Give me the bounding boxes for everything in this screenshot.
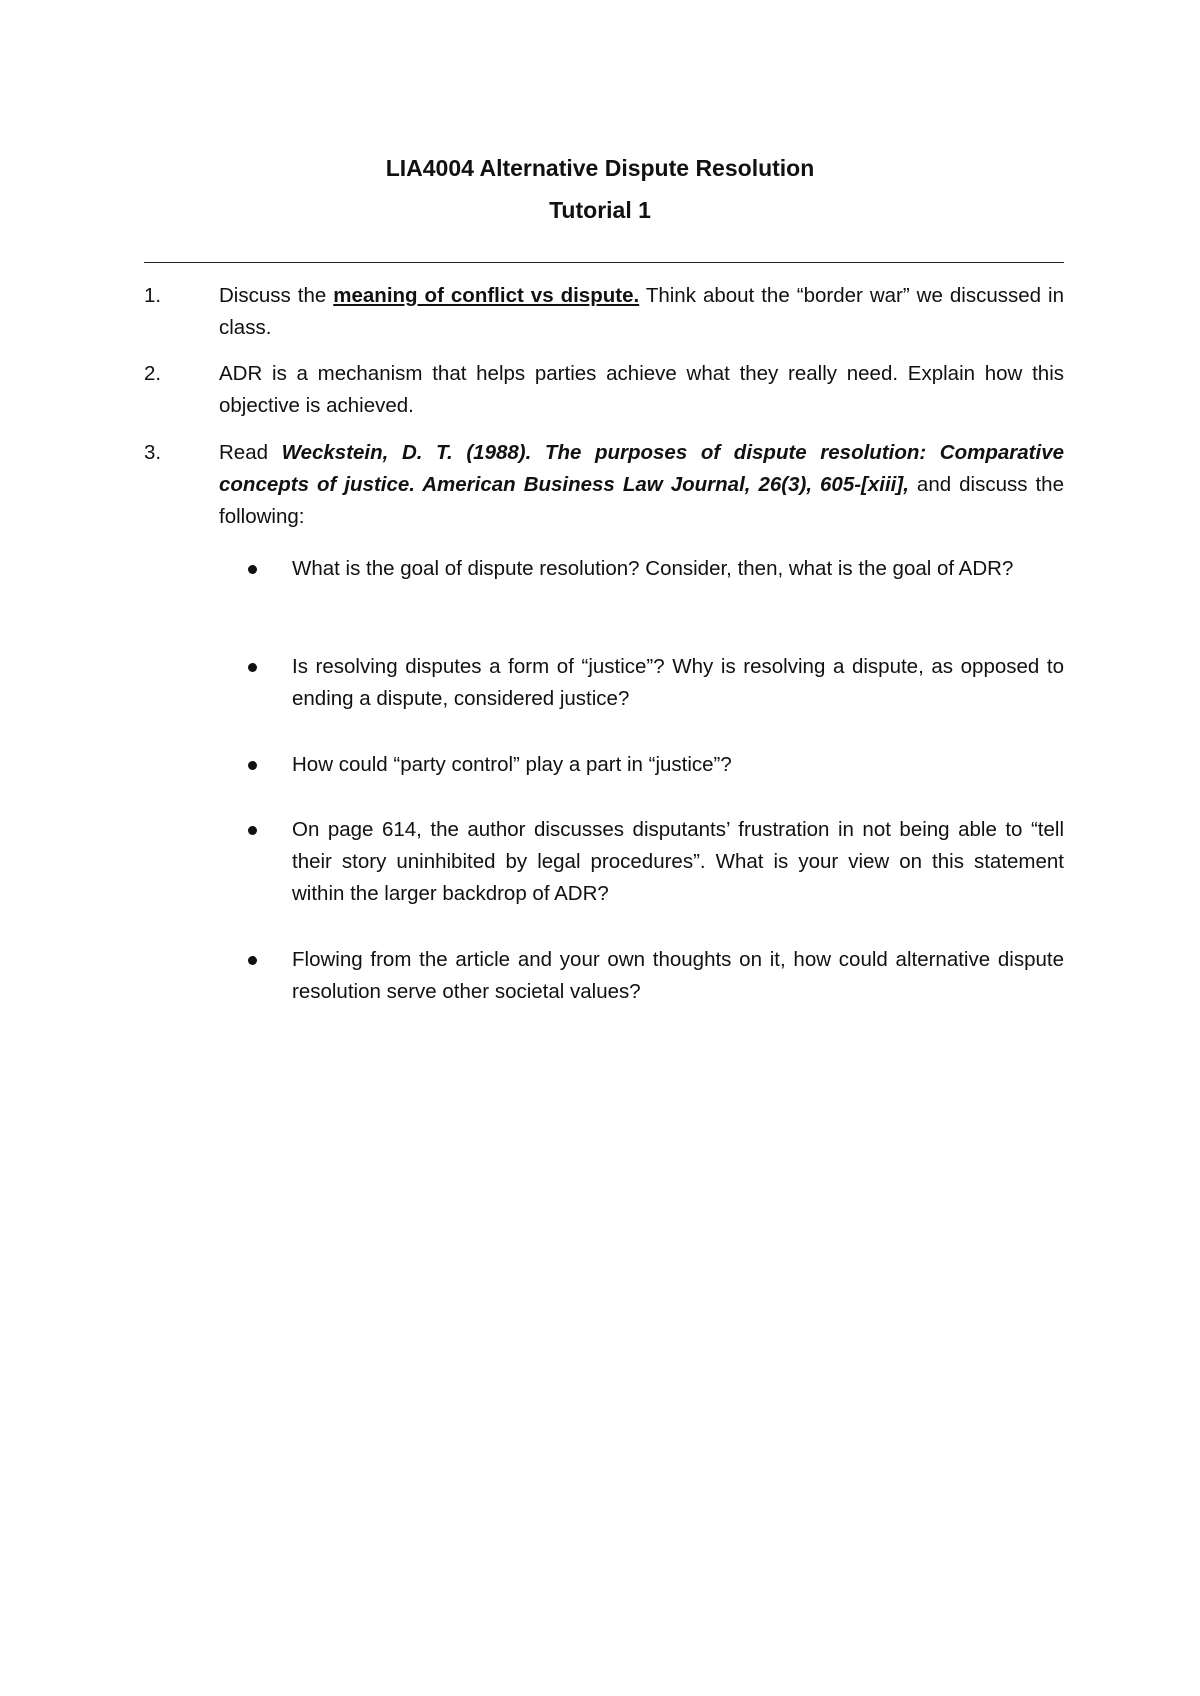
question-text — [219, 280, 1064, 344]
bullet-icon — [248, 565, 257, 574]
bullet-icon — [248, 826, 257, 835]
bullet-text: Flowing from the article and your own thoughts on it, how could alternative dispute resolution serve other societal values? — [292, 948, 1064, 1003]
tutorial-title: Tutorial 1 — [549, 197, 651, 223]
bullet-text: How could “party control” play a part in “justice”? — [292, 753, 732, 776]
question-text-post: and discuss the following: — [219, 473, 1064, 528]
question-number: 2. — [144, 362, 162, 385]
bullet-icon — [248, 956, 257, 965]
question-text-pre: Discuss the — [219, 284, 334, 307]
bullet-icon — [248, 663, 257, 672]
question-number: 1. — [144, 284, 162, 307]
question-text-post: Think about the “border war” we discussed in class. — [219, 284, 1064, 339]
question-text-pre: Read — [219, 441, 282, 464]
bullet-text: Is resolving disputes a form of “justice”? Why is resolving a dispute, as opposed to ending a dispute, considered justice? — [292, 655, 1064, 710]
bullet-text: What is the goal of dispute resolution? Consider, then, what is the goal of ADR? — [292, 557, 1014, 580]
reading-citation: Weckstein, D. T. (1988). The purposes of dispute resolution: Comparative concepts of justice. American Business Law Journal, 26(3), 605-[xiii], — [219, 441, 1064, 496]
horizontal-divider — [144, 262, 1064, 263]
question-emphasis: meaning of conflict vs dispute. — [333, 284, 640, 307]
question-text: ADR is a mechanism that helps parties achieve what they really need. Explain how this objective is achieved. — [219, 362, 1064, 417]
bullet-icon — [248, 761, 257, 770]
course-title: LIA4004 Alternative Dispute Resolution — [385, 155, 815, 181]
question-number: 3. — [144, 441, 162, 464]
bullet-text: On page 614, the author discusses disputants’ frustration in not being able to “tell their story uninhibited by legal procedures”. What is your view on this statement within the larger backdrop of ADR? — [292, 818, 1064, 905]
question-text — [219, 437, 1064, 533]
